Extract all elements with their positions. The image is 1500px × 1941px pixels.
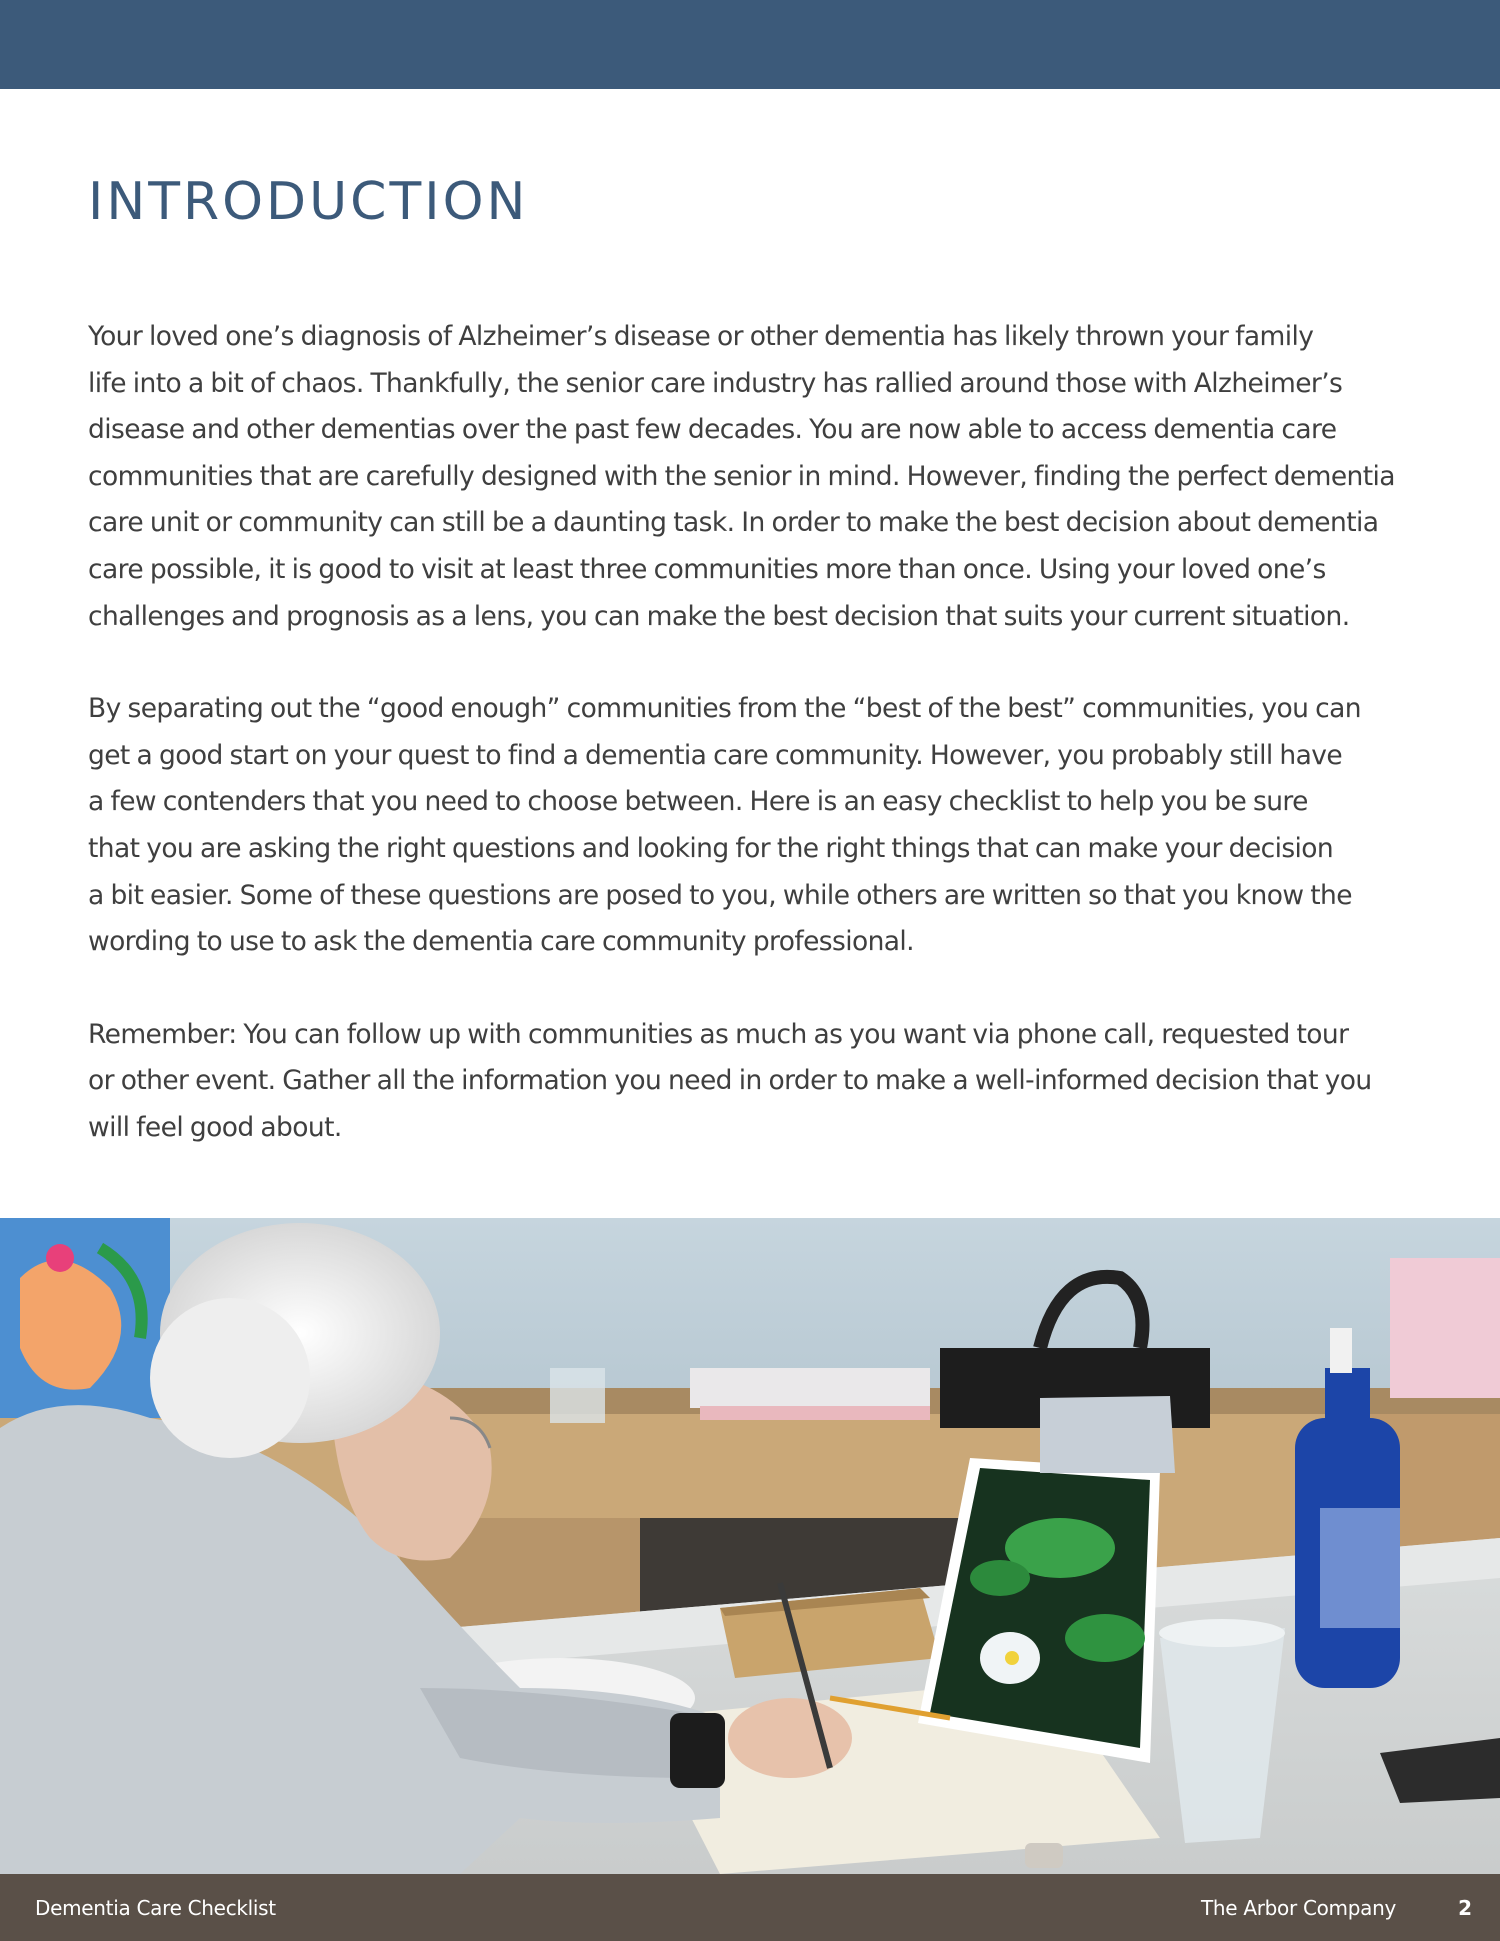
header-band bbox=[0, 0, 1500, 89]
text-line: life into a bit of chaos. Thankfully, the senior care industry has rallied around those with Alzheimer’s bbox=[88, 367, 1343, 399]
page-number: 2 bbox=[1458, 1896, 1472, 1920]
text-line: By separating out the “good enough” communities from the “best of the best” communities, you can bbox=[88, 693, 1361, 725]
text-line: care unit or community can still be a daunting task. In order to make the best decision about dementia bbox=[88, 507, 1379, 539]
text-line: care possible, it is good to visit at least three communities more than once. Using your loved one’s bbox=[88, 553, 1326, 585]
text-line: get a good start on your quest to find a dementia care community. However, you probably still have bbox=[88, 739, 1343, 771]
footer bbox=[0, 1874, 1500, 1941]
text-line: a bit easier. Some of these questions are posed to you, while others are written so that you know the bbox=[88, 879, 1352, 911]
text-line: will feel good about. bbox=[88, 1111, 342, 1143]
body-text bbox=[88, 314, 1428, 1198]
text-line: disease and other dementias over the past few decades. You are now able to access dementia care bbox=[88, 414, 1337, 446]
text-line: Your loved one’s diagnosis of Alzheimer’s disease or other dementia has likely thrown your family bbox=[88, 321, 1314, 352]
text-line: wording to use to ask the dementia care community professional. bbox=[88, 926, 915, 958]
text-line: challenges and prognosis as a lens, you can make the best decision that suits your current situation. bbox=[88, 600, 1350, 632]
text-line: communities that are carefully designed with the senior in mind. However, finding the perfect dementia bbox=[88, 460, 1395, 492]
elderly-woman-painting-icon bbox=[0, 1218, 1500, 1874]
footer-document-title: Dementia Care Checklist bbox=[35, 1896, 276, 1920]
page-title: INTRODUCTION bbox=[88, 172, 529, 232]
text-line: Remember: You can follow up with communities as much as you want via phone call, requested tour bbox=[88, 1018, 1349, 1050]
text-line: that you are asking the right questions and looking for the right things that can make your decision bbox=[88, 832, 1334, 864]
paragraph-1 bbox=[88, 314, 1428, 640]
paragraph-2 bbox=[88, 686, 1428, 966]
photo-woman-painting bbox=[0, 1218, 1500, 1874]
text-line: or other event. Gather all the information you need in order to make a well-informed decision that you bbox=[88, 1065, 1372, 1097]
paragraph-3 bbox=[88, 1012, 1428, 1152]
text-line: a few contenders that you need to choose between. Here is an easy checklist to help you be sure bbox=[88, 786, 1308, 818]
footer-company-name: The Arbor Company bbox=[1200, 1896, 1396, 1920]
